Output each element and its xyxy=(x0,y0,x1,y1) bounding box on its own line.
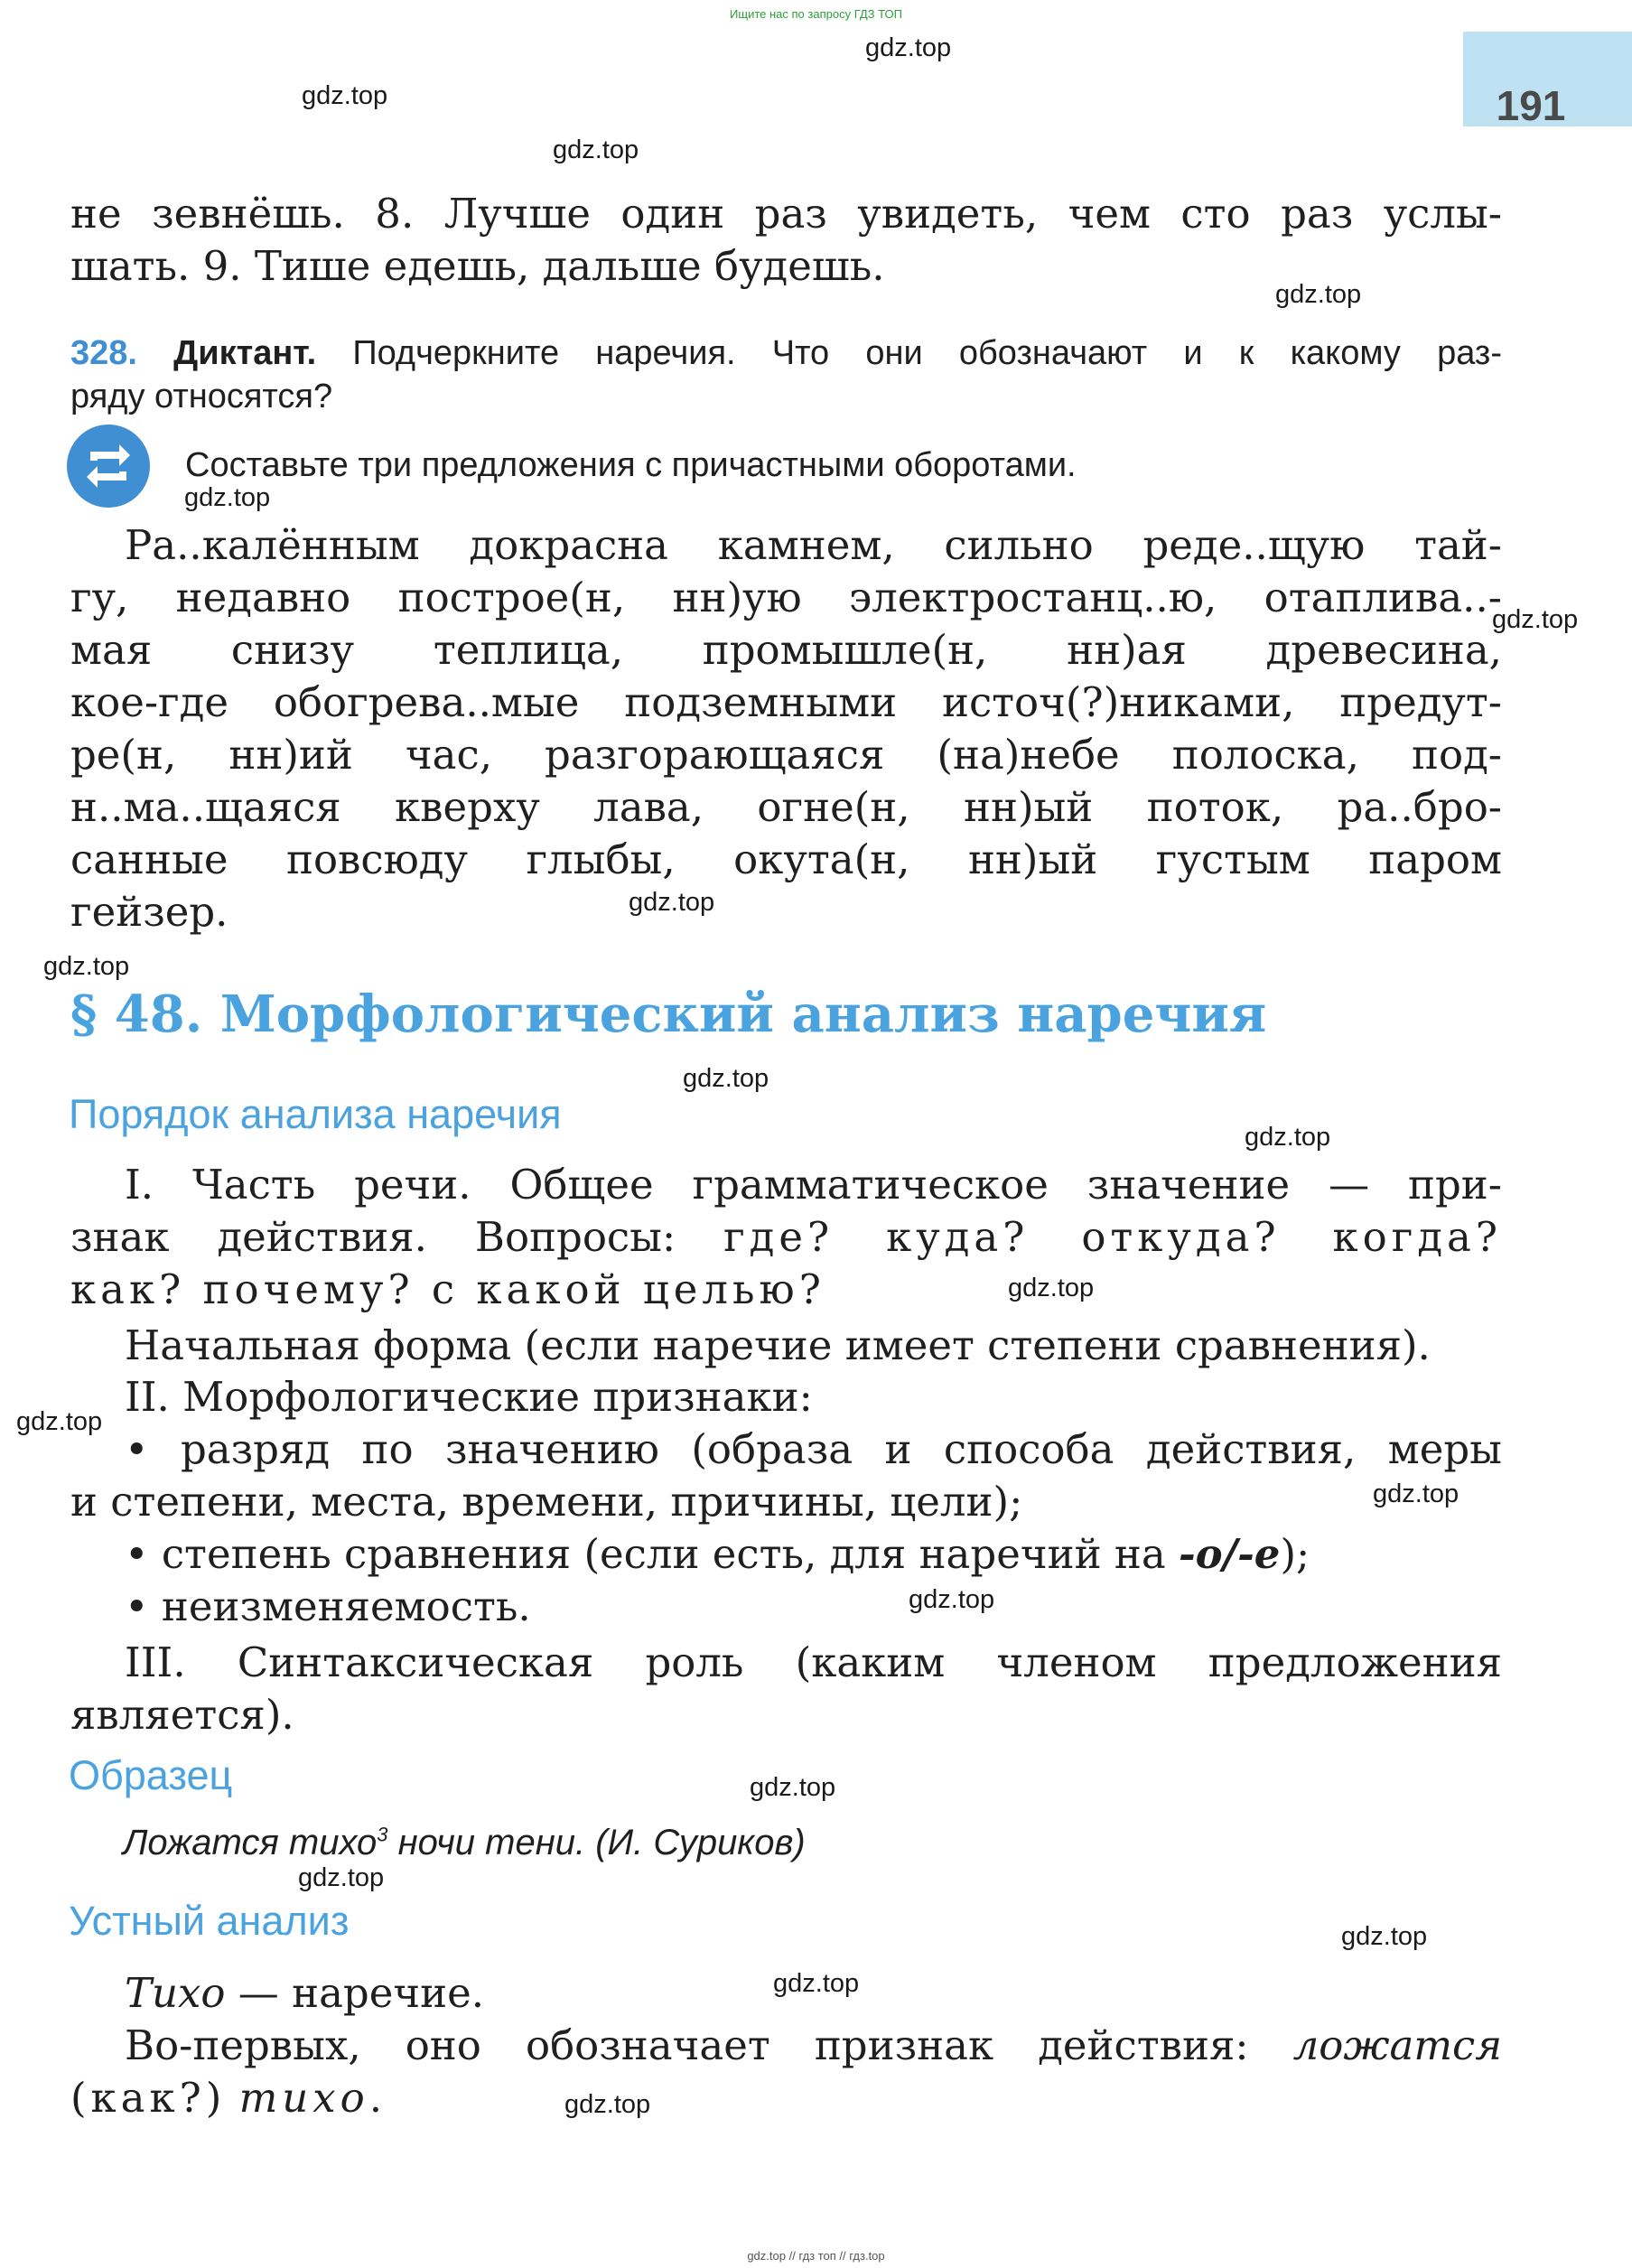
watermark: gdz.top xyxy=(184,483,271,512)
watermark: gdz.top xyxy=(1492,605,1579,634)
watermark: gdz.top xyxy=(1275,280,1362,309)
bullet-line: • разряд по значению (образа и способа действия, меры xyxy=(125,1425,1502,1473)
analysis-line: I. Часть речи. Общее грамматическое значение — при- xyxy=(125,1161,1502,1209)
dictation-line: гу, недавно построе(н, нн)ую электростанц..ю, отаплива..- xyxy=(70,574,1502,621)
bullet-line: • степень сравнения (если есть, для наречий на -о/-е); xyxy=(125,1530,1310,1578)
prev-text-line: шать. 9. Тише едешь, дальше будешь. xyxy=(70,242,885,290)
oral-heading: Устный анализ xyxy=(69,1898,350,1944)
analysis-line: II. Морфологические признаки: xyxy=(125,1373,813,1421)
repeat-icon xyxy=(67,425,150,508)
analysis-line: Начальная форма (если наречие имеет степени сравнения). xyxy=(125,1321,1431,1369)
analysis-line: знак действия. Вопросы: где? куда? откуда? когда? xyxy=(70,1213,1502,1261)
watermark: gdz.top xyxy=(773,1969,860,1998)
sample-heading: Образец xyxy=(69,1752,233,1798)
watermark: gdz.top xyxy=(16,1407,103,1436)
watermark: gdz.top xyxy=(629,888,715,917)
analysis-line: является). xyxy=(70,1691,294,1739)
repeat-task: Составьте три предложения с причастными оборотами. xyxy=(185,446,1077,484)
order-heading: Порядок анализа наречия xyxy=(69,1091,562,1137)
bullet-line: • неизменяемость. xyxy=(125,1582,531,1630)
questions-spaced: как? почему? с какой целью? xyxy=(70,1265,825,1313)
watermark: gdz.top xyxy=(302,81,388,110)
footnote-mark: 3 xyxy=(377,1823,388,1846)
exercise-number: 328. xyxy=(70,334,137,372)
watermark: gdz.top xyxy=(865,33,952,62)
watermark: gdz.top xyxy=(1008,1274,1095,1302)
top-note: Ищите нас по запросу ГДЗ ТОП xyxy=(730,7,902,21)
bottom-note: gdz.top // гдз топ // гдз.top xyxy=(747,2249,885,2263)
analysis-line: III. Синтаксическая роль (каким членом предложения xyxy=(125,1638,1502,1686)
bullet-line: и степени, места, времени, причины, цели); xyxy=(70,1478,1023,1526)
watermark: gdz.top xyxy=(683,1064,769,1093)
dictation-line: ре(н, нн)ий час, разгорающаяся (на)небе полоска, под- xyxy=(70,731,1502,779)
watermark: gdz.top xyxy=(1373,1479,1459,1508)
exercise-task-line xyxy=(70,331,1502,376)
oral-line: (как?) тихо. xyxy=(70,2074,383,2122)
exercise-task-line: ряду относятся? xyxy=(70,378,333,415)
watermark: gdz.top xyxy=(1341,1922,1428,1951)
watermark: gdz.top xyxy=(553,135,639,164)
dictation-line: н..ма..щаяся кверху лава, огне(н, нн)ый поток, ра..бро- xyxy=(70,783,1502,831)
dictation-line: мая снизу теплица, промышле(н, нн)ая древесина, xyxy=(70,626,1502,674)
dictation-line: гейзер. xyxy=(70,888,228,936)
section-title: § 48. Морфологический анализ наречия xyxy=(70,985,1267,1044)
watermark: gdz.top xyxy=(909,1585,995,1614)
sample-sentence: Ложатся тихо$^3$ ночи тени. (И. Суриков) xyxy=(123,1823,806,1862)
watermark: gdz.top xyxy=(1245,1123,1331,1152)
dictation-line: Ра..калённым докрасна камнем, сильно реде..щую тай- xyxy=(125,521,1502,569)
dictation-line: санные повсюду глыбы, окута(н, нн)ый густым паром xyxy=(70,835,1502,883)
questions-spaced: где? куда? откуда? когда? xyxy=(723,1213,1502,1261)
dictation-line: кое-где обогрева..мые подземными источ(?)никами, предут- xyxy=(70,678,1502,726)
watermark: gdz.top xyxy=(564,2090,651,2119)
watermark: gdz.top xyxy=(43,952,130,981)
exercise-title: Диктант. xyxy=(173,334,317,372)
watermark: gdz.top xyxy=(750,1773,836,1802)
oral-line: Во-первых, оно обозначает признак действия: ложатся xyxy=(125,2021,1502,2069)
oral-line: Тихо — наречие. xyxy=(125,1969,485,2017)
suffix-o-e: -о/-е xyxy=(1179,1530,1281,1578)
prev-text-line: не зевнёшь. 8. Лучше один раз увидеть, чем сто раз услы- xyxy=(70,190,1502,238)
page-number: 191 xyxy=(1496,82,1566,129)
exercise-task-text: Подчеркните наречия. Что они обозначают и к какому раз- xyxy=(316,334,1502,372)
watermark: gdz.top xyxy=(298,1863,385,1892)
